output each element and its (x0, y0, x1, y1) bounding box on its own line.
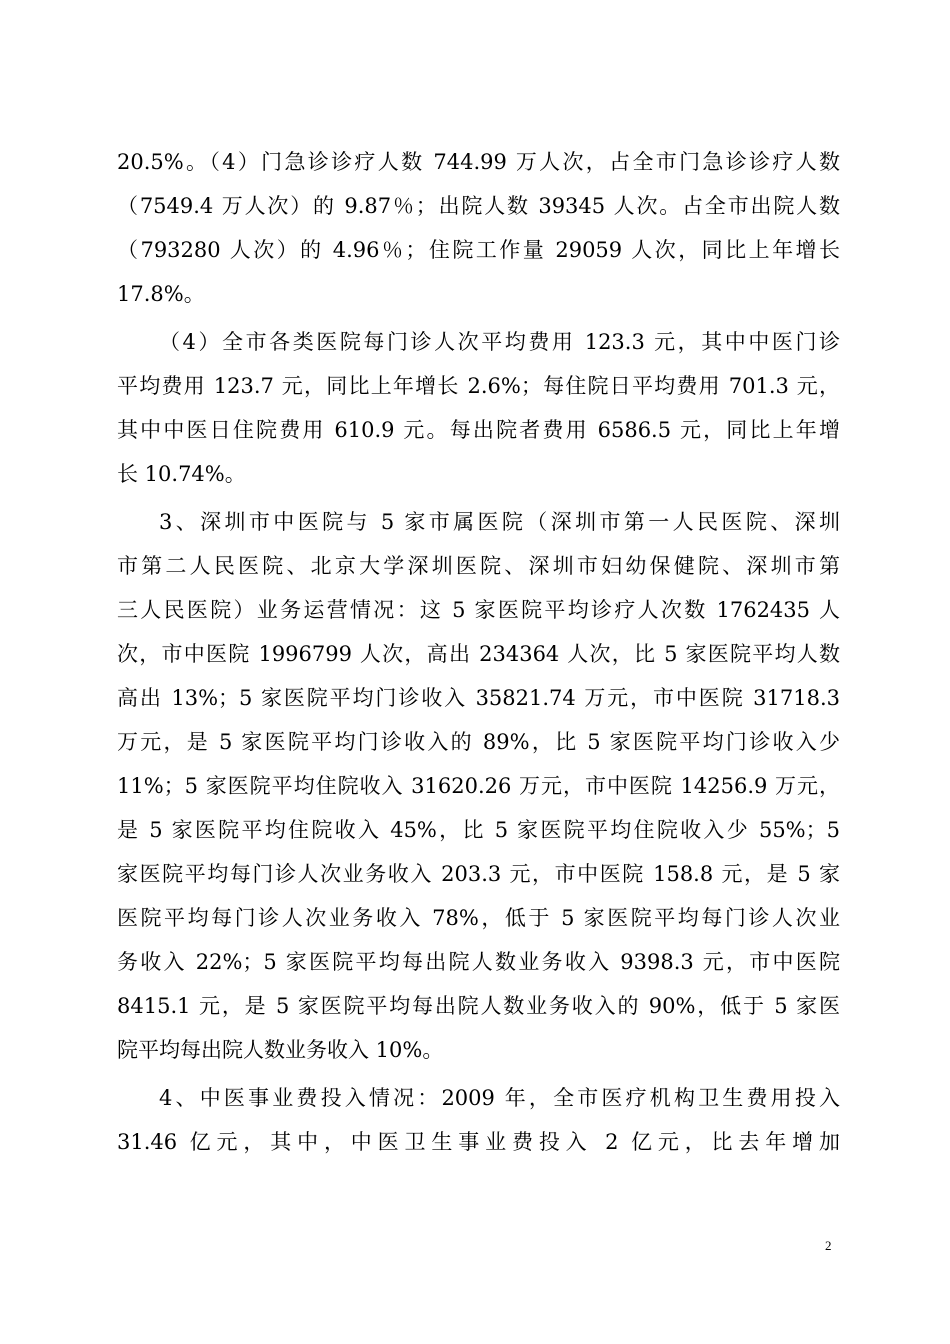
paragraph (117, 320, 840, 496)
paragraph (117, 140, 840, 316)
text-line: （4）全市各类医院每门诊人次平均费用 123.3 元，其中中医门诊 (159, 330, 840, 354)
text-line: 家医院平均每门诊人次业务收入 203.3 元，市中医院 158.8 元，是 5 家 (117, 862, 840, 886)
text-line: 万元，是 5 家医院平均门诊收入的 89%，比 5 家医院平均门诊收入少 (117, 730, 840, 754)
text-line: 平均费用 123.7 元，同比上年增长 2.6%；每住院日平均费用 701.3 元， (117, 374, 840, 398)
text-line: 三人民医院）业务运营情况：这 5 家医院平均诊疗人次数 1762435 人 (117, 598, 840, 622)
text-line: 4、中医事业费投入情况：2009 年，全市医疗机构卫生费用投入 (159, 1086, 840, 1110)
text-line: 市第二人民医院、北京大学深圳医院、深圳市妇幼保健院、深圳市第 (117, 554, 840, 578)
text-line: 11%；5 家医院平均住院收入 31620.26 万元，市中医院 14256.9 万元， (117, 774, 840, 798)
text-line: 医院平均每门诊人次业务收入 78%，低于 5 家医院平均每门诊人次业 (117, 906, 840, 930)
text-line: 次，市中医院 1996799 人次，高出 234364 人次，比 5 家医院平均人数 (117, 642, 840, 666)
page-number: 2 (825, 1238, 832, 1253)
text-line: （7549.4 万人次）的 9.87％；出院人数 39345 人次。占全市出院人数 (117, 194, 840, 218)
text-line: 31.46 亿元，其中，中医卫生事业费投入 2 亿元，比去年增加 (117, 1130, 840, 1154)
text-line: 院平均每出院人数业务收入 10%。 (117, 1038, 444, 1062)
paragraph (117, 1076, 840, 1164)
text-line: 务收入 22%；5 家医院平均每出院人数业务收入 9398.3 元，市中医院 (117, 950, 840, 974)
text-line: 是 5 家医院平均住院收入 45%，比 5 家医院平均住院收入少 55%；5 (117, 818, 840, 842)
text-line: 20.5%。（4）门急诊诊疗人数 744.99 万人次，占全市门急诊诊疗人数 (117, 150, 840, 174)
document-body (117, 140, 840, 1164)
text-line: 3、深圳市中医院与 5 家市属医院（深圳市第一人民医院、深圳 (159, 510, 840, 534)
text-line: 长 10.74%。 (117, 462, 246, 486)
text-line: 8415.1 元，是 5 家医院平均每出院人数业务收入的 90%，低于 5 家医 (117, 994, 840, 1018)
text-line: 高出 13%；5 家医院平均门诊收入 35821.74 万元，市中医院 31718.3 (117, 686, 840, 710)
paragraph (117, 500, 840, 1072)
text-line: 其中中医日住院费用 610.9 元。每出院者费用 6586.5 元，同比上年增 (117, 418, 840, 442)
text-line: （793280 人次）的 4.96％；住院工作量 29059 人次，同比上年增长 (117, 238, 840, 262)
text-line: 17.8%。 (117, 282, 205, 306)
